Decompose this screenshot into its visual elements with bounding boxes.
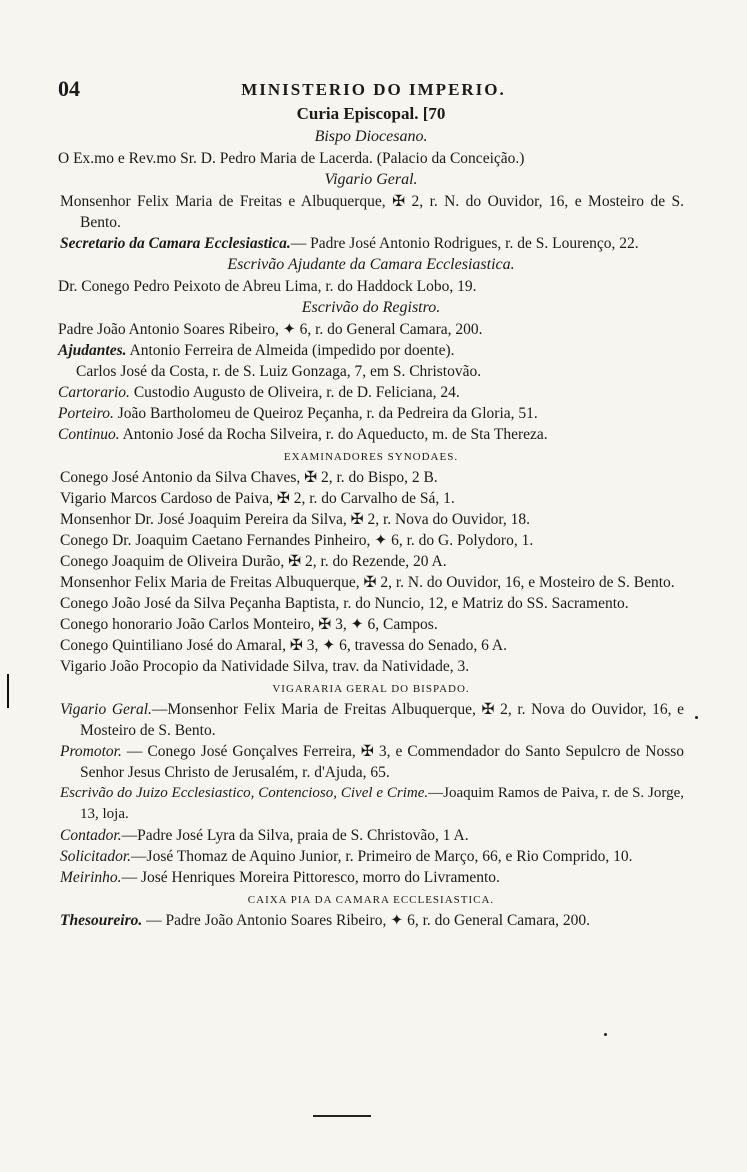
registro-continuo	[58, 424, 684, 445]
bispo-entry: O Ex.mo e Rev.mo Sr. D. Pedro Maria de Lacerda. (Palacio da Conceição.)	[58, 150, 525, 167]
vigararia-heading: VIGARARIA GERAL DO BISPADO.	[272, 683, 470, 695]
examinadores-item: Vigario Marcos Cardoso de Paiva, ✠ 2, r. do Carvalho de Sá, 1.	[60, 490, 455, 507]
bispo-heading: Bispo Diocesano.	[314, 128, 428, 145]
escrivao-ajudante-entry: Dr. Conego Pedro Peixoto de Abreu Lima, r. do Haddock Lobo, 19.	[58, 278, 477, 295]
secretario-text: — Padre José Antonio Rodrigues, r. de S. Lourenço, 22.	[290, 235, 639, 252]
examinadores-item: Conego Quintiliano José do Amaral, ✠ 3, ✦ 6, travessa do Senado, 6 A.	[60, 637, 508, 654]
thesoureiro-label: Thesoureiro.	[60, 912, 143, 929]
contador-text: —Padre José Lyra da Silva, praia de S. Christovão, 1 A.	[121, 827, 469, 844]
page-number: 04	[58, 76, 80, 101]
ink-speck	[604, 1033, 607, 1036]
registro-cartorario	[58, 382, 684, 403]
secretario-label: Secretario da Camara Ecclesiastica.	[60, 235, 291, 252]
meirinho-text: — José Henriques Moreira Pittoresco, morro do Livramento.	[121, 869, 500, 886]
solicitador-label: Solicitador.	[60, 848, 132, 865]
vigararia-vigario-label: Vigario Geral.	[60, 701, 152, 718]
running-head: MINISTERIO DO IMPERIO.	[241, 80, 506, 99]
continuo-label: Continuo.	[58, 426, 120, 443]
examinadores-item: Monsenhor Felix Maria de Freitas Albuquerque, ✠ 2, r. N. do Ouvidor, 16, e Mosteiro de S. Bento.	[60, 574, 675, 591]
contador-label: Contador.	[60, 827, 122, 844]
vigararia-solicitador	[58, 846, 684, 867]
caixa-thesoureiro	[58, 910, 684, 931]
examinadores-item: Conego Dr. Joaquim Caetano Fernandes Pinheiro, ✦ 6, r. do G. Polydoro, 1.	[60, 532, 534, 549]
porteiro-label: Porteiro.	[58, 405, 114, 422]
margin-mark	[7, 674, 9, 708]
solicitador-text: —José Thomaz de Aquino Junior, r. Primeiro de Março, 66, e Rio Comprido, 10.	[131, 848, 633, 865]
cartorario-text: Custodio Augusto de Oliveira, r. de D. Feliciana, 24.	[133, 384, 460, 401]
cartorario-label: Cartorario.	[58, 384, 130, 401]
examinadores-item: Conego honorario João Carlos Monteiro, ✠ 3, ✦ 6, Campos.	[60, 616, 438, 633]
examinadores-item: Conego José Antonio da Silva Chaves, ✠ 2, r. do Bispo, 2 B.	[60, 469, 438, 486]
vigario-entry: Monsenhor Felix Maria de Freitas e Albuquerque, ✠ 2, r. N. do Ouvidor, 16, e Mosteiro de S. Bento.	[60, 193, 684, 231]
examinadores-heading: EXAMINADORES SYNODAES.	[283, 451, 459, 463]
ajudantes-label: Ajudantes.	[58, 342, 127, 359]
examinadores-item: Vigario João Procopio da Natividade Silva, trav. da Natividade, 3.	[60, 658, 470, 675]
page-header	[58, 76, 689, 102]
main-column	[58, 102, 684, 931]
ajudantes-text: Antonio Ferreira de Almeida (impedido por doente).	[129, 342, 455, 359]
examinadores-item: Conego João José da Silva Peçanha Baptista, r. do Nuncio, 12, e Matriz do SS. Sacramento.	[60, 595, 629, 612]
promotor-label: Promotor.	[60, 743, 122, 760]
ink-speck	[695, 716, 698, 719]
vigario-heading: Vigario Geral.	[324, 171, 418, 188]
vigararia-contador	[58, 825, 684, 846]
escrivao-ajudante-heading: Escrivão Ajudante da Camara Ecclesiastica.	[227, 256, 515, 273]
vigararia-vigario	[58, 699, 684, 741]
continuo-text: Antonio José da Rocha Silveira, r. do Aqueducto, m. de Sta Thereza.	[122, 426, 548, 443]
secretario-entry	[58, 233, 684, 254]
vigararia-escrivao	[58, 783, 684, 825]
section-title: Curia Episcopal. [70	[296, 104, 446, 123]
porteiro-text: João Bartholomeu de Queiroz Peçanha, r. da Pedreira da Gloria, 51.	[117, 405, 538, 422]
registro-heading: Escrivão do Registro.	[301, 299, 441, 316]
vigararia-promotor	[58, 741, 684, 783]
vigararia-vigario-text: —Monsenhor Felix Maria de Freitas Albuquerque, ✠ 2, r. Nova do Ouvidor, 16, e Mosteiro de S. Bento.	[80, 701, 684, 739]
registro-carlos: Carlos José da Costa, r. de S. Luiz Gonzaga, 7, em S. Christovão.	[76, 363, 482, 380]
registro-ajudantes	[58, 340, 684, 361]
promotor-text: — Conego José Gonçalves Ferreira, ✠ 3, e Commendador do Santo Sepulcro de Nosso Senhor Jesus Christo de Jerusalém, r. d'Ajuda, 65.	[80, 743, 685, 781]
closing-rule	[313, 1115, 371, 1117]
registro-porteiro	[58, 403, 684, 424]
escrivao-text: —Joaquim Ramos de Paiva, r. de S. Jorge, 13, loja.	[80, 785, 684, 822]
examinadores-item: Monsenhor Dr. José Joaquim Pereira da Silva, ✠ 2, r. Nova do Ouvidor, 18.	[60, 511, 530, 528]
caixa-heading: CAIXA PIA DA CAMARA ECCLESIASTICA.	[247, 894, 495, 906]
examinadores-item: Conego Joaquim de Oliveira Durão, ✠ 2, r. do Rezende, 20 A.	[60, 553, 447, 570]
thesoureiro-text: — Padre João Antonio Soares Ribeiro, ✦ 6, r. do General Camara, 200.	[146, 912, 591, 929]
escrivao-label: Escrivão do Juizo Ecclesiastico, Contencioso, Civel e Crime.	[60, 785, 429, 801]
vigararia-meirinho	[58, 867, 684, 888]
meirinho-label: Meirinho.	[60, 869, 122, 886]
registro-padre: Padre João Antonio Soares Ribeiro, ✦ 6, r. do General Camara, 200.	[58, 321, 483, 338]
